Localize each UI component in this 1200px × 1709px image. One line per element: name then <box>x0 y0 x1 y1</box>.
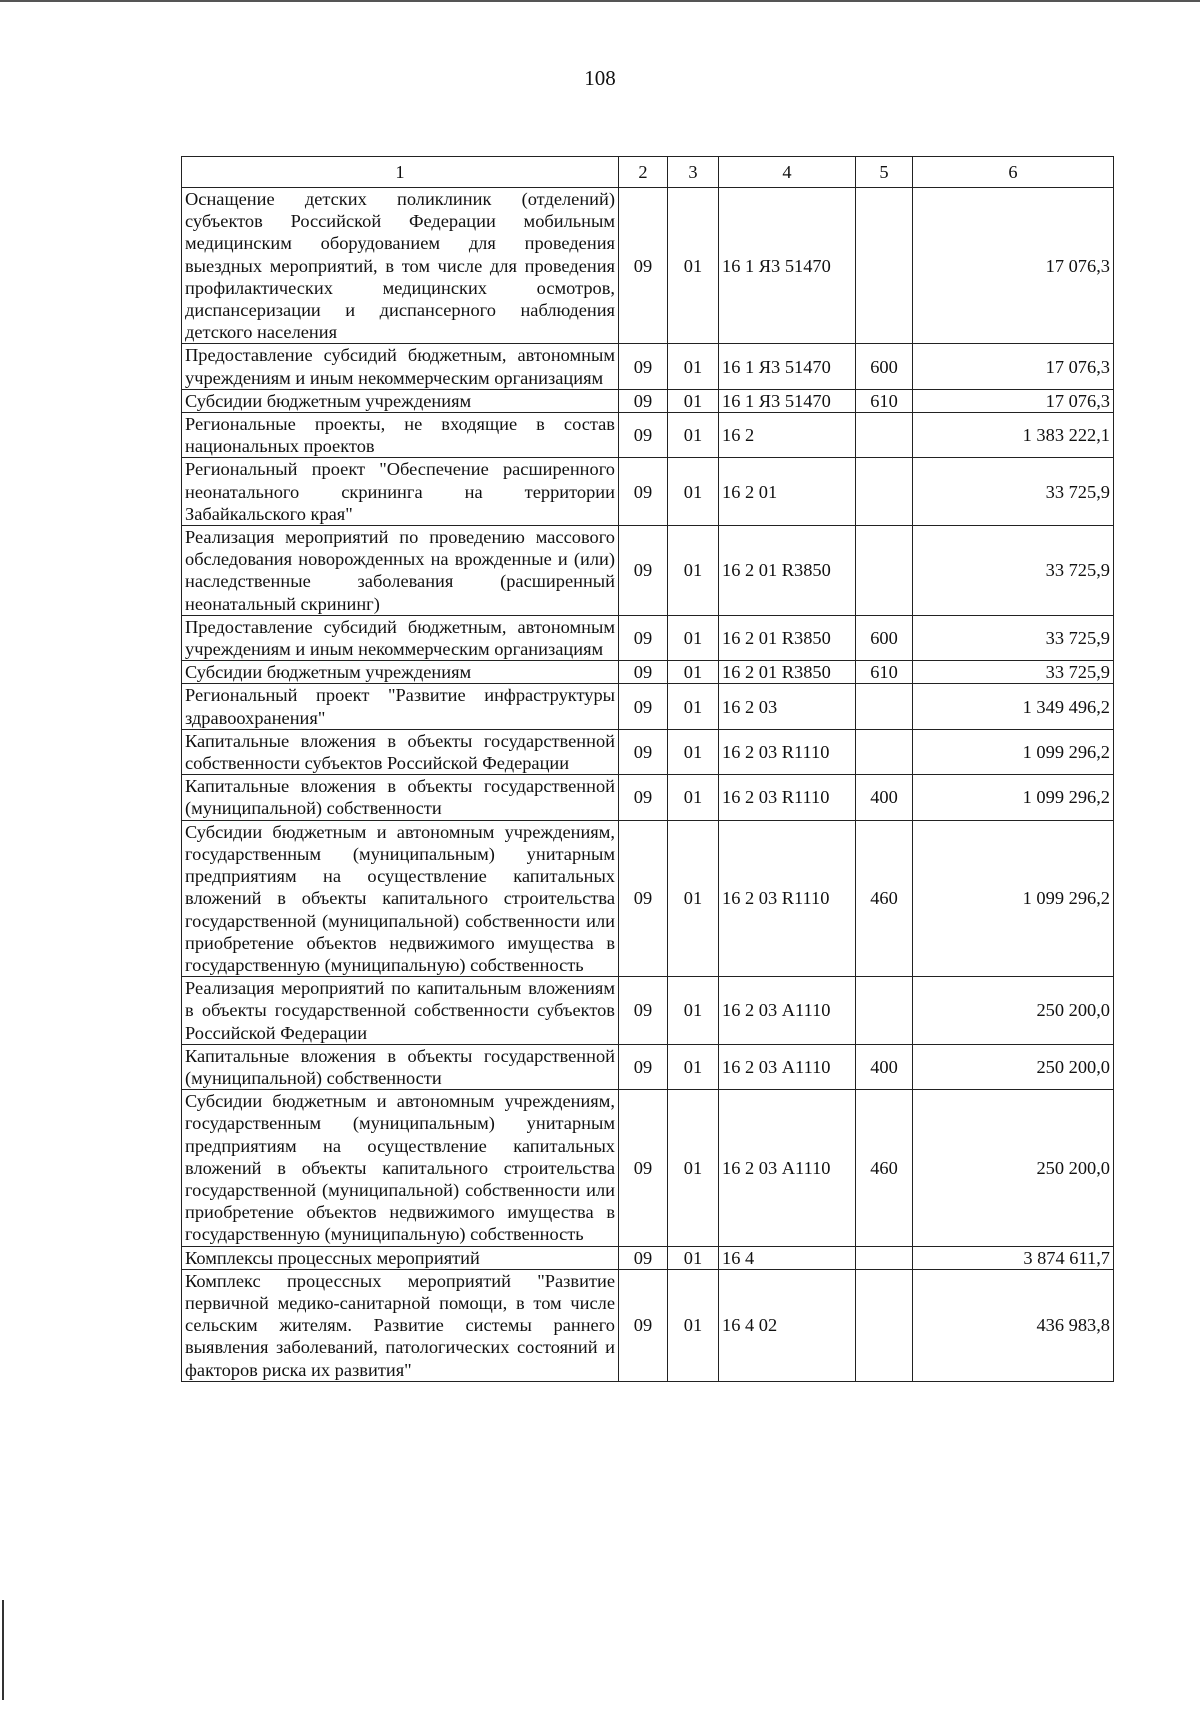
row-amount: 33 725,9 <box>913 615 1114 660</box>
header-cell-5: 5 <box>856 157 913 188</box>
row-subsection: 01 <box>668 615 719 660</box>
row-expense-type <box>856 1246 913 1269</box>
row-amount: 33 725,9 <box>913 458 1114 526</box>
table-row <box>182 977 1114 1045</box>
row-expense-type <box>856 413 913 458</box>
row-expense-type: 400 <box>856 775 913 820</box>
row-expense-type <box>856 188 913 344</box>
row-subsection: 01 <box>668 820 719 976</box>
table-row <box>182 413 1114 458</box>
row-expense-type <box>856 729 913 774</box>
row-name: Субсидии бюджетным и автономным учреждениям, государственным (муниципальным) унитарным предприятиям на осуществление капитальных вложений в объекты капитального строительства государственной (муниципальной) собственности или приобретение объектов недвижимого имущества в государственную (муниципальную) собственность <box>182 1090 619 1246</box>
row-subsection: 01 <box>668 684 719 729</box>
row-amount: 1 349 496,2 <box>913 684 1114 729</box>
row-expense-type <box>856 684 913 729</box>
budget-table <box>181 156 1114 1382</box>
table-row <box>182 775 1114 820</box>
row-amount: 250 200,0 <box>913 1044 1114 1089</box>
row-name: Капитальные вложения в объекты государственной (муниципальной) собственности <box>182 1044 619 1089</box>
row-subsection: 01 <box>668 661 719 684</box>
row-expense-type: 400 <box>856 1044 913 1089</box>
row-section: 09 <box>619 1090 668 1246</box>
table-row <box>182 615 1114 660</box>
row-target-code: 16 4 <box>719 1246 856 1269</box>
row-subsection: 01 <box>668 413 719 458</box>
row-name: Субсидии бюджетным учреждениям <box>182 661 619 684</box>
row-subsection: 01 <box>668 729 719 774</box>
row-target-code: 16 2 01 R3850 <box>719 615 856 660</box>
table-row <box>182 344 1114 389</box>
row-expense-type <box>856 1269 913 1381</box>
row-section: 09 <box>619 188 668 344</box>
row-expense-type: 610 <box>856 389 913 412</box>
row-section: 09 <box>619 820 668 976</box>
row-name: Капитальные вложения в объекты государственной (муниципальной) собственности <box>182 775 619 820</box>
row-section: 09 <box>619 729 668 774</box>
row-expense-type <box>856 977 913 1045</box>
row-amount: 17 076,3 <box>913 344 1114 389</box>
scan-left-edge <box>2 1600 4 1700</box>
row-section: 09 <box>619 661 668 684</box>
row-amount: 1 383 222,1 <box>913 413 1114 458</box>
row-subsection: 01 <box>668 1090 719 1246</box>
row-name: Региональный проект "Развитие инфраструктуры здравоохранения" <box>182 684 619 729</box>
row-section: 09 <box>619 458 668 526</box>
row-target-code: 16 2 01 <box>719 458 856 526</box>
row-amount: 33 725,9 <box>913 526 1114 616</box>
header-cell-2: 2 <box>619 157 668 188</box>
table-row <box>182 1269 1114 1381</box>
header-cell-4: 4 <box>719 157 856 188</box>
row-expense-type <box>856 526 913 616</box>
row-name: Региональные проекты, не входящие в состав национальных проектов <box>182 413 619 458</box>
table-row <box>182 661 1114 684</box>
row-target-code: 16 2 <box>719 413 856 458</box>
row-target-code: 16 2 03 R1110 <box>719 729 856 774</box>
row-name: Предоставление субсидий бюджетным, автономным учреждениям и иным некоммерческим организациям <box>182 615 619 660</box>
row-subsection: 01 <box>668 188 719 344</box>
header-cell-3: 3 <box>668 157 719 188</box>
row-amount: 250 200,0 <box>913 1090 1114 1246</box>
row-target-code: 16 2 01 R3850 <box>719 661 856 684</box>
row-expense-type: 610 <box>856 661 913 684</box>
row-expense-type: 460 <box>856 820 913 976</box>
row-target-code: 16 2 03 А1110 <box>719 1090 856 1246</box>
row-amount: 1 099 296,2 <box>913 729 1114 774</box>
row-name: Предоставление субсидий бюджетным, автономным учреждениям и иным некоммерческим организациям <box>182 344 619 389</box>
row-section: 09 <box>619 413 668 458</box>
row-subsection: 01 <box>668 1044 719 1089</box>
row-name: Капитальные вложения в объекты государственной собственности субъектов Российской Федерации <box>182 729 619 774</box>
header-cell-1: 1 <box>182 157 619 188</box>
row-section: 09 <box>619 344 668 389</box>
row-amount: 1 099 296,2 <box>913 775 1114 820</box>
row-name: Реализация мероприятий по капитальным вложениям в объекты государственной собственности субъектов Российской Федерации <box>182 977 619 1045</box>
table-row <box>182 526 1114 616</box>
table-row <box>182 1246 1114 1269</box>
row-target-code: 16 2 03 А1110 <box>719 1044 856 1089</box>
row-subsection: 01 <box>668 1246 719 1269</box>
row-name: Региональный проект "Обеспечение расширенного неонатального скрининга на территории Забайкальского края" <box>182 458 619 526</box>
row-subsection: 01 <box>668 389 719 412</box>
row-section: 09 <box>619 1269 668 1381</box>
row-section: 09 <box>619 684 668 729</box>
row-amount: 17 076,3 <box>913 389 1114 412</box>
row-amount: 250 200,0 <box>913 977 1114 1045</box>
row-amount: 3 874 611,7 <box>913 1246 1114 1269</box>
row-section: 09 <box>619 1246 668 1269</box>
row-name: Субсидии бюджетным и автономным учреждениям, государственным (муниципальным) унитарным предприятиям на осуществление капитальных вложений в объекты капитального строительства государственной (муниципальной) собственности или приобретение объектов недвижимого имущества в государственную (муниципальную) собственность <box>182 820 619 976</box>
table-header-row <box>182 157 1114 188</box>
row-target-code: 16 1 Я3 51470 <box>719 188 856 344</box>
row-target-code: 16 1 Я3 51470 <box>719 344 856 389</box>
row-subsection: 01 <box>668 526 719 616</box>
row-expense-type: 460 <box>856 1090 913 1246</box>
row-subsection: 01 <box>668 458 719 526</box>
row-target-code: 16 4 02 <box>719 1269 856 1381</box>
table-row <box>182 1044 1114 1089</box>
row-subsection: 01 <box>668 775 719 820</box>
row-expense-type <box>856 458 913 526</box>
table-body <box>182 188 1114 1382</box>
row-target-code: 16 2 03 А1110 <box>719 977 856 1045</box>
table-row <box>182 389 1114 412</box>
row-amount: 1 099 296,2 <box>913 820 1114 976</box>
row-name: Оснащение детских поликлиник (отделений) субъектов Российской Федерации мобильным медицинским оборудованием для проведения выездных мероприятий, в том числе для проведения профилактических медицинских осмотров, диспансеризации и диспансерного наблюдения детского населения <box>182 188 619 344</box>
table-row <box>182 684 1114 729</box>
row-subsection: 01 <box>668 344 719 389</box>
row-expense-type: 600 <box>856 615 913 660</box>
row-section: 09 <box>619 526 668 616</box>
table-row <box>182 820 1114 976</box>
row-target-code: 16 2 01 R3850 <box>719 526 856 616</box>
row-target-code: 16 2 03 R1110 <box>719 820 856 976</box>
row-section: 09 <box>619 389 668 412</box>
row-target-code: 16 1 Я3 51470 <box>719 389 856 412</box>
row-expense-type: 600 <box>856 344 913 389</box>
row-name: Субсидии бюджетным учреждениям <box>182 389 619 412</box>
table-row <box>182 729 1114 774</box>
table-row <box>182 188 1114 344</box>
table-row <box>182 1090 1114 1246</box>
row-subsection: 01 <box>668 1269 719 1381</box>
row-section: 09 <box>619 615 668 660</box>
scan-top-edge <box>0 0 1200 2</box>
row-section: 09 <box>619 775 668 820</box>
row-section: 09 <box>619 977 668 1045</box>
row-amount: 33 725,9 <box>913 661 1114 684</box>
page-number: 108 <box>584 66 616 90</box>
row-amount: 436 983,8 <box>913 1269 1114 1381</box>
table-row <box>182 458 1114 526</box>
row-target-code: 16 2 03 <box>719 684 856 729</box>
row-subsection: 01 <box>668 977 719 1045</box>
header-cell-6: 6 <box>913 157 1114 188</box>
row-name: Реализация мероприятий по проведению массового обследования новорожденных на врожденные и (или) наследственные заболевания (расширенный неонатальный скрининг) <box>182 526 619 616</box>
row-section: 09 <box>619 1044 668 1089</box>
row-amount: 17 076,3 <box>913 188 1114 344</box>
row-name: Комплекс процессных мероприятий "Развитие первичной медико-санитарной помощи, в том числе сельским жителям. Развитие системы раннего выявления заболеваний, патологических состояний и факторов риска их развития" <box>182 1269 619 1381</box>
row-name: Комплексы процессных мероприятий <box>182 1246 619 1269</box>
row-target-code: 16 2 03 R1110 <box>719 775 856 820</box>
